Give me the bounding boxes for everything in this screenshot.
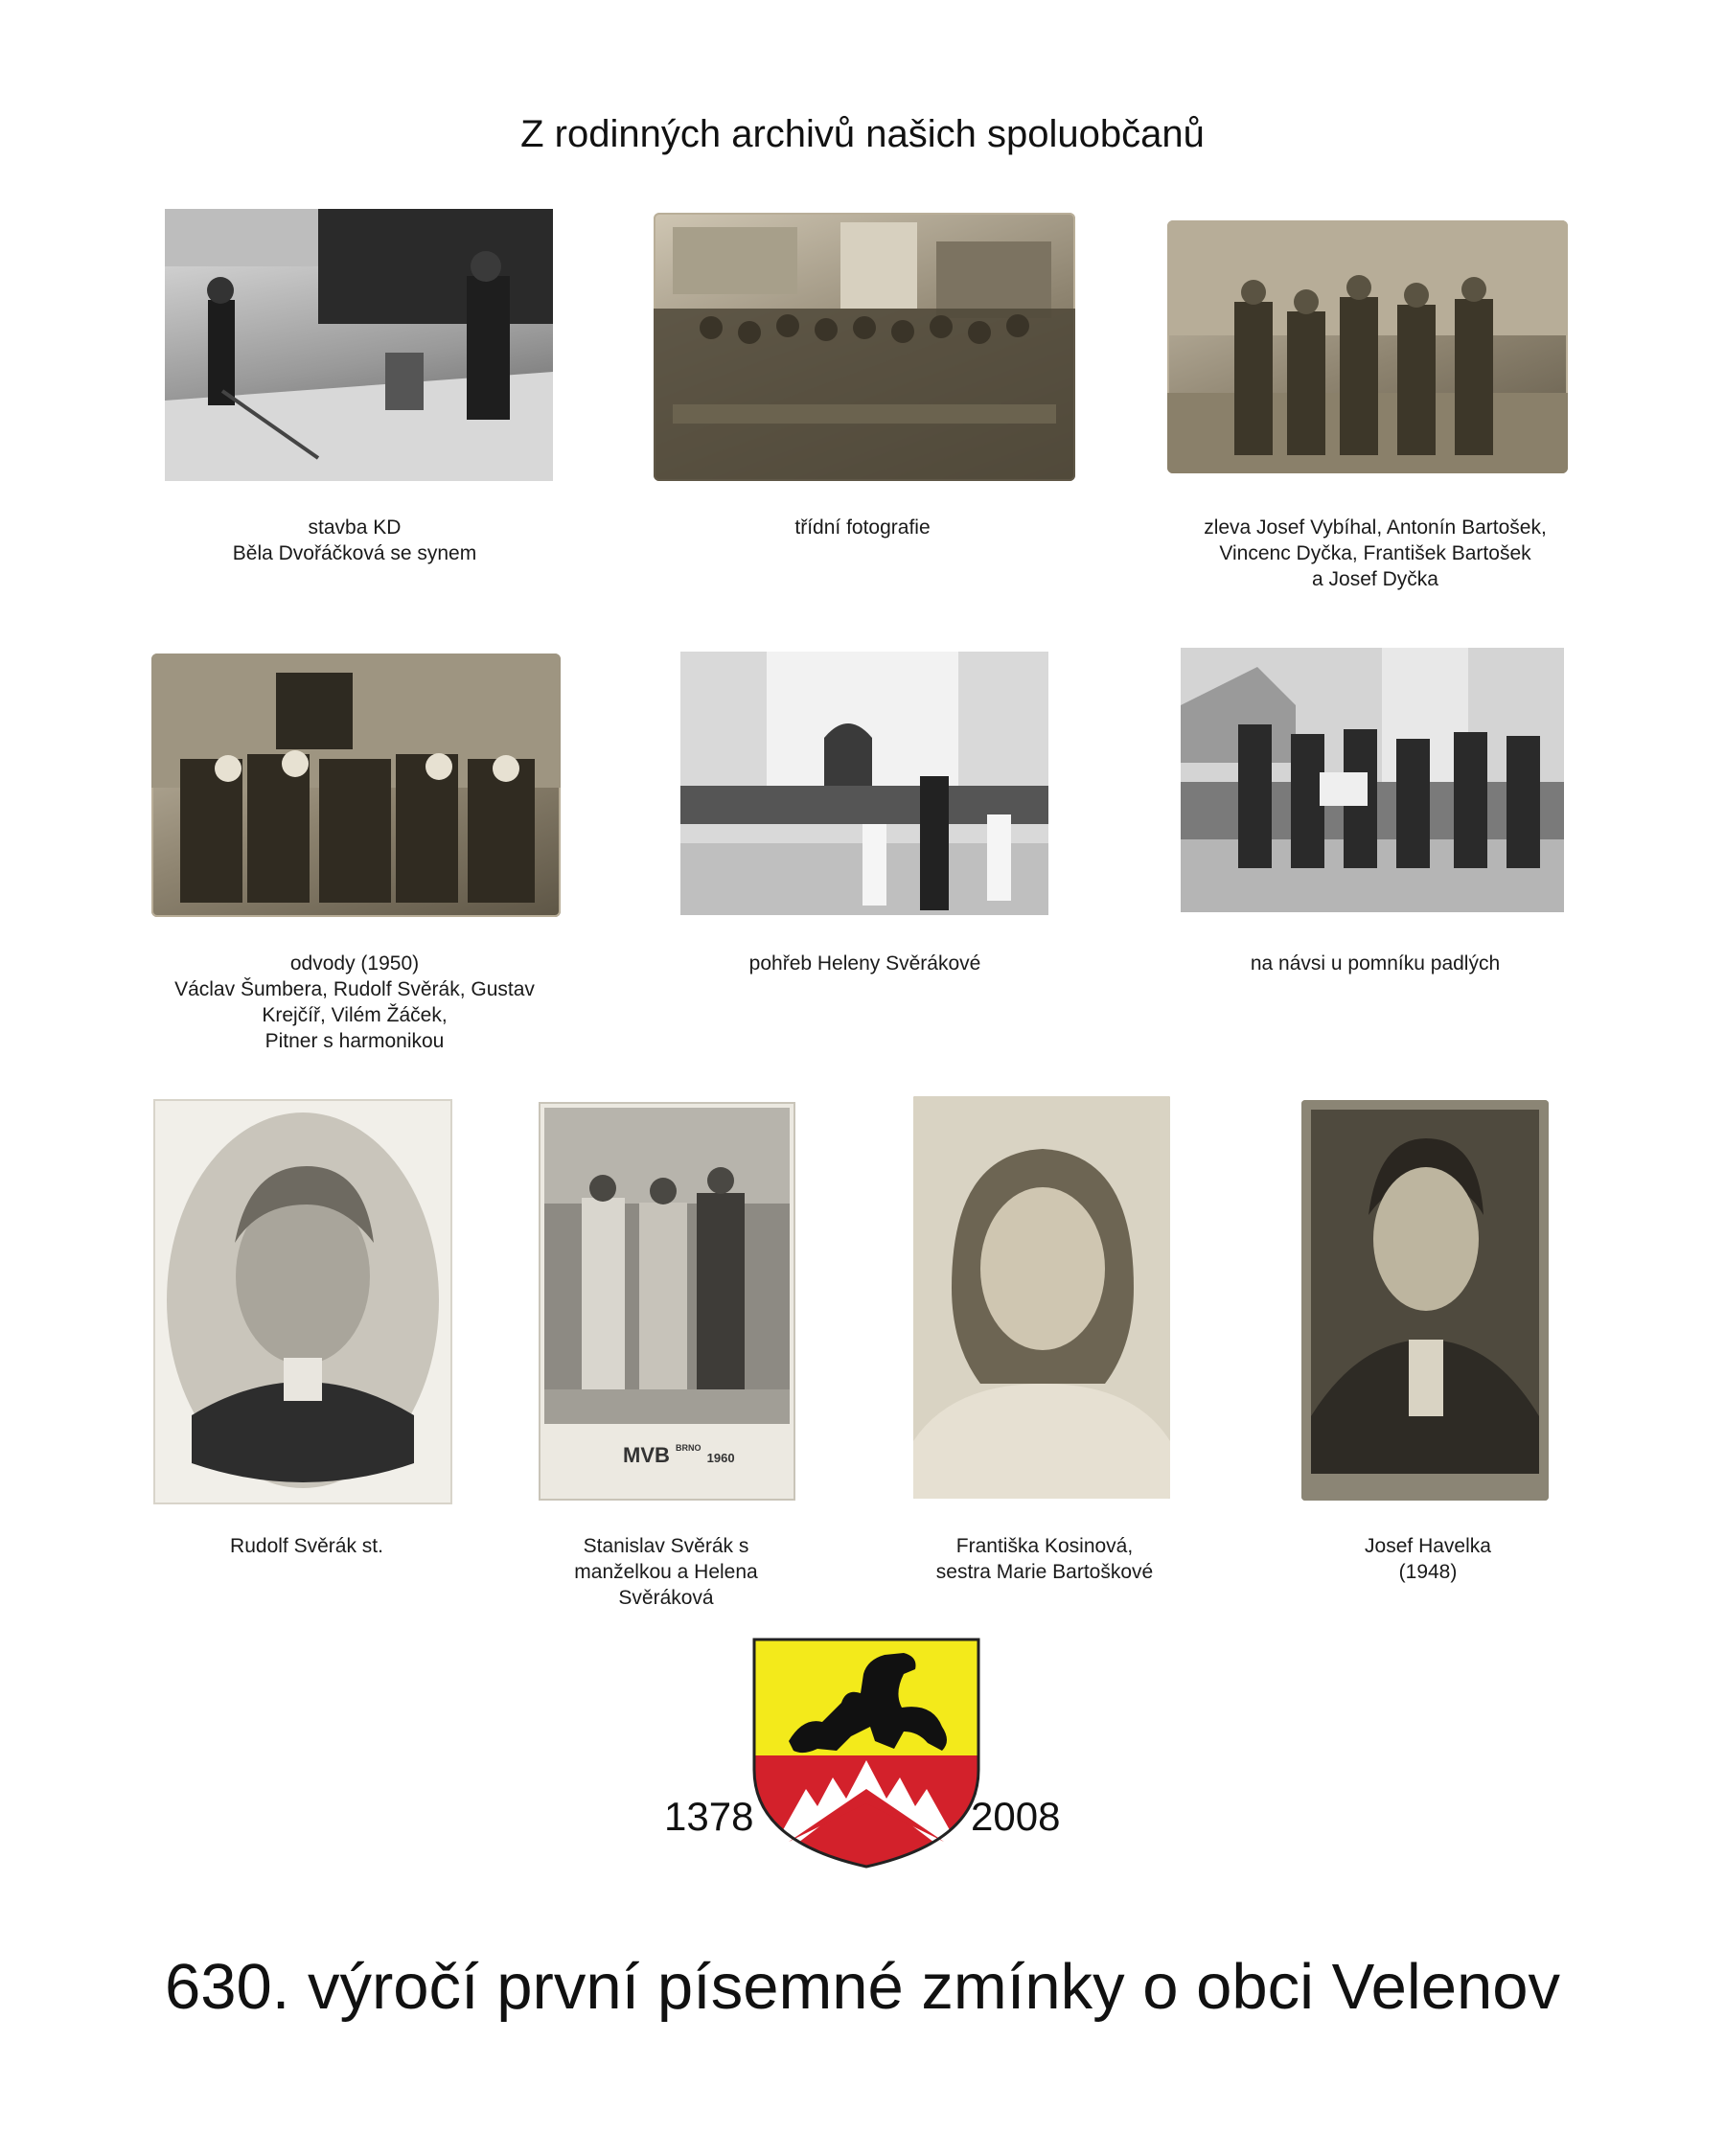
photo-stanislav-sverak bbox=[539, 1102, 795, 1501]
caption-line: na návsi u pomníku padlých bbox=[1250, 952, 1501, 975]
photo-print-year: 1960 bbox=[706, 1451, 735, 1465]
caption-line: pohřeb Heleny Svěrákové bbox=[748, 952, 981, 975]
photo-classroom bbox=[654, 213, 1075, 481]
caption-line: a Josef Dyčka bbox=[1312, 568, 1438, 590]
caption-line: sestra Marie Bartoškové bbox=[935, 1561, 1154, 1583]
caption-line: zleva Josef Vybíhal, Antonín Bartošek, bbox=[1204, 516, 1547, 539]
photo-print-city: BRNO bbox=[676, 1443, 702, 1453]
year-end: 2008 bbox=[971, 1794, 1061, 1839]
photo-frantiska-kosinova bbox=[913, 1096, 1170, 1499]
photo-print-studio: MVB bbox=[623, 1443, 670, 1467]
caption-conscription bbox=[139, 951, 570, 1054]
caption-frantiska-kosinova bbox=[901, 1533, 1188, 1585]
caption-line: Pitner s harmonikou bbox=[264, 1030, 445, 1052]
page-title: Z rodinných archivů našich spoluobčanů bbox=[520, 113, 1205, 155]
photo-conscription bbox=[151, 654, 561, 917]
caption-line: manželkou a Helena bbox=[574, 1561, 758, 1583]
caption-line: odvody (1950) bbox=[289, 952, 420, 975]
caption-line: Rudolf Svěrák st. bbox=[230, 1535, 383, 1557]
caption-classroom bbox=[671, 515, 1054, 540]
photo-funeral bbox=[680, 652, 1048, 915]
caption-line: třídní fotografie bbox=[794, 516, 931, 539]
caption-construction bbox=[153, 515, 556, 566]
caption-line: Krejčíř, Vilém Žáček, bbox=[262, 1004, 448, 1026]
caption-line: Svěráková bbox=[618, 1587, 714, 1609]
caption-line: Václav Šumbera, Rudolf Svěrák, Gustav bbox=[174, 978, 535, 1000]
photo-josef-havelka bbox=[1301, 1100, 1549, 1501]
caption-line: Vincenc Dyčka, František Bartošek bbox=[1219, 542, 1531, 564]
caption-rudolf-sverak bbox=[134, 1533, 479, 1559]
coat-of-arms bbox=[750, 1636, 982, 1870]
caption-line: Běla Dvořáčková se synem bbox=[232, 542, 477, 564]
photo-five-men bbox=[1167, 220, 1568, 473]
caption-funeral bbox=[671, 951, 1059, 976]
photo-rudolf-sverak bbox=[153, 1099, 452, 1504]
caption-line: Josef Havelka bbox=[1365, 1535, 1491, 1557]
caption-stanislav-sverak bbox=[537, 1533, 795, 1611]
caption-five-men bbox=[1160, 515, 1591, 592]
photo-memorial bbox=[1181, 648, 1564, 912]
caption-line: Stanislav Svěrák s bbox=[583, 1535, 749, 1557]
photo-print-mark bbox=[623, 1443, 735, 1468]
caption-line: (1948) bbox=[1398, 1561, 1458, 1583]
caption-memorial bbox=[1179, 951, 1572, 976]
anniversary-heading: 630. výročí první písemné zmínky o obci Velenov bbox=[164, 1951, 1561, 2023]
caption-line: Františka Kosinová, bbox=[955, 1535, 1134, 1557]
caption-josef-havelka bbox=[1284, 1533, 1572, 1585]
caption-line: stavba KD bbox=[308, 516, 402, 539]
photo-construction bbox=[165, 209, 553, 481]
year-start: 1378 bbox=[664, 1794, 754, 1839]
